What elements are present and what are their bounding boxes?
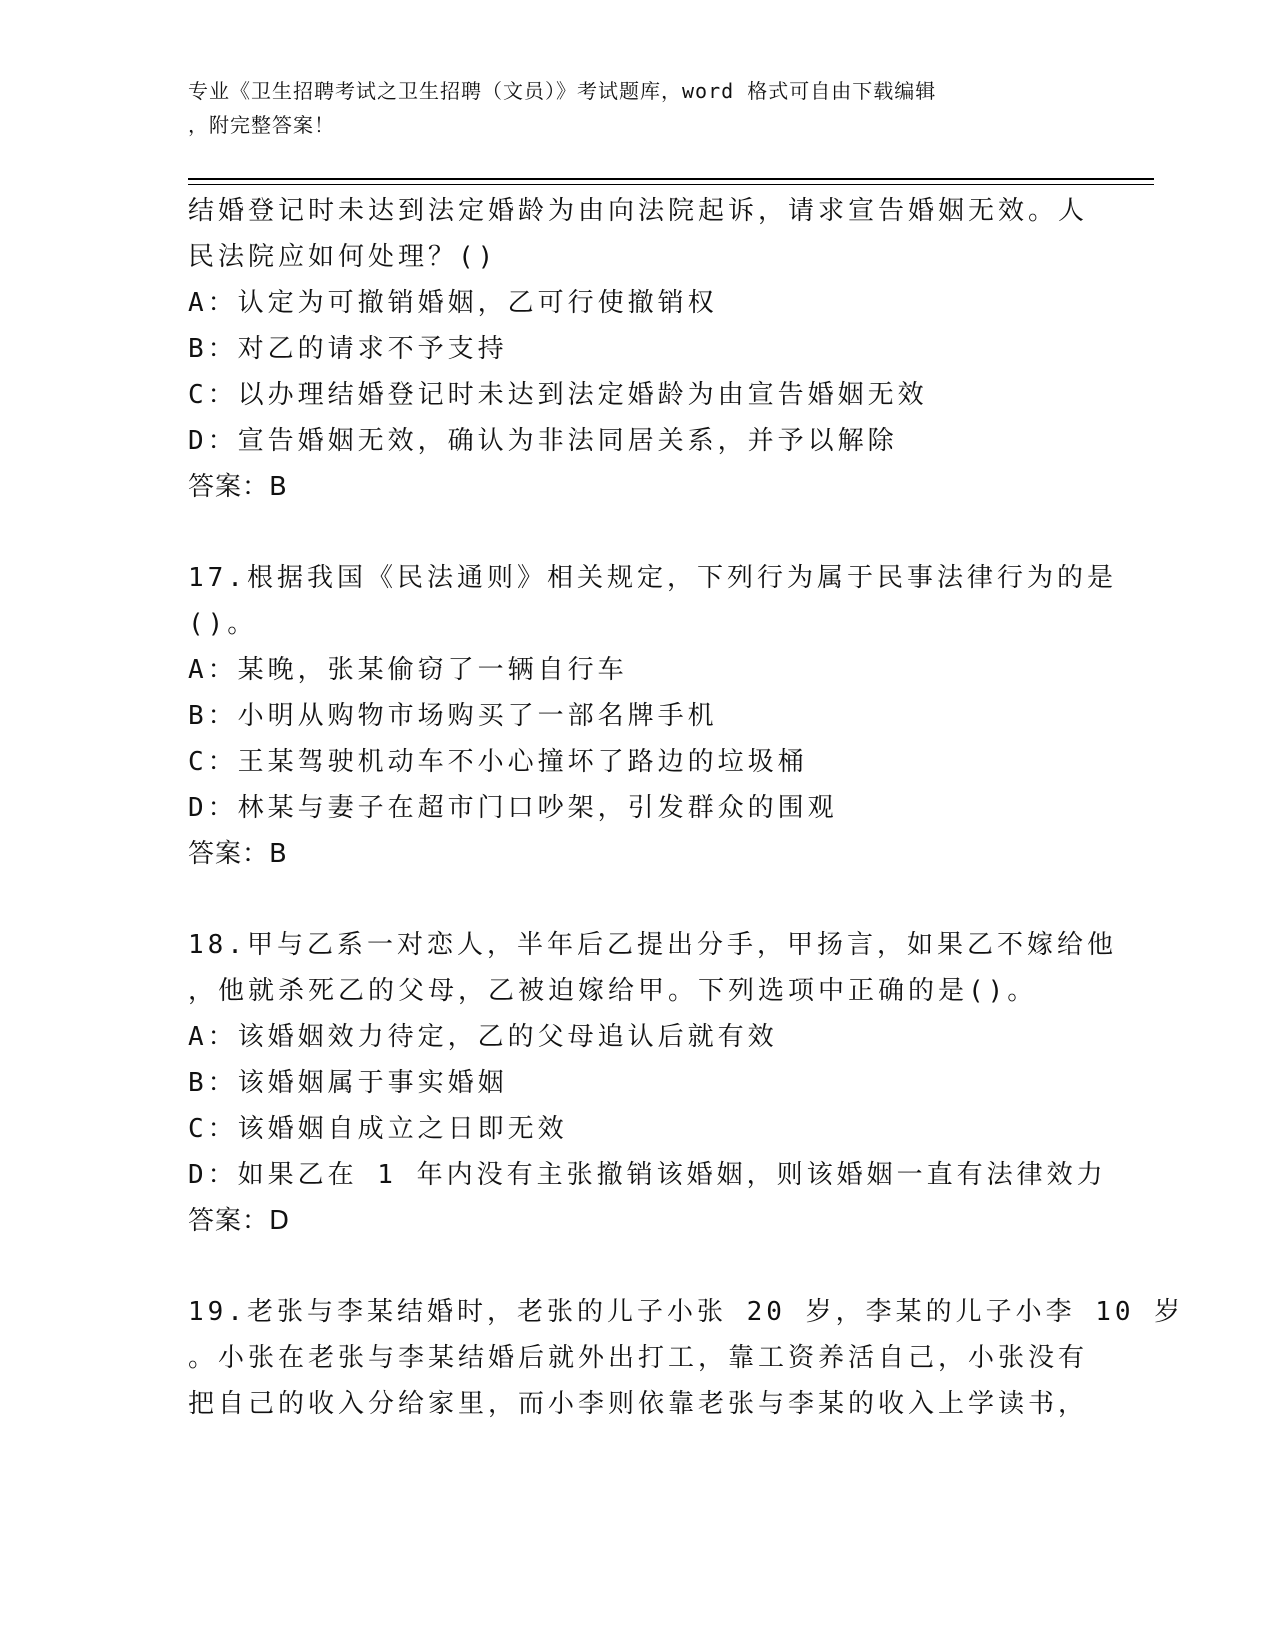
option-c: C：王某驾驶机动车不小心撞坏了路边的垃圾桶 bbox=[188, 747, 808, 777]
header-line-1: 专业《卫生招聘考试之卫生招聘（文员）》考试题库，word 格式可自由下载编辑 bbox=[188, 79, 937, 103]
option-d: D：林某与妻子在超市门口吵架，引发群众的围观 bbox=[188, 793, 838, 823]
question-19 bbox=[188, 1289, 1185, 1427]
option-d: D：如果乙在 1 年内没有主张撤销该婚姻，则该婚姻一直有法律效力 bbox=[188, 1160, 1107, 1190]
option-c: C：以办理结婚登记时未达到法定婚龄为由宣告婚姻无效 bbox=[188, 380, 928, 410]
header-line-2: ，附完整答案！ bbox=[188, 113, 335, 137]
option-b: B：对乙的请求不予支持 bbox=[188, 334, 508, 364]
question-spacer bbox=[188, 510, 1088, 555]
question-stem-line: 把自己的收入分给家里，而小李则依靠老张与李某的收入上学读书， bbox=[188, 1389, 1089, 1419]
question-stem-line: 结婚登记时未达到法定婚龄为由向法院起诉，请求宣告婚姻无效。人 bbox=[188, 196, 1089, 226]
question-16 bbox=[188, 188, 1088, 510]
document-header bbox=[188, 74, 1088, 142]
option-c: C：该婚姻自成立之日即无效 bbox=[188, 1114, 568, 1144]
option-b: B：小明从购物市场购买了一部名牌手机 bbox=[188, 701, 718, 731]
option-a: A：某晚，张某偷窃了一辆自行车 bbox=[188, 655, 628, 685]
question-stem-line: 19.老张与李某结婚时，老张的儿子小张 20 岁，李某的儿子小李 10 岁 bbox=[188, 1297, 1185, 1327]
question-stem-line: 。小张在老张与李某结婚后就外出打工，靠工资养活自己，小张没有 bbox=[188, 1343, 1089, 1373]
question-18 bbox=[188, 922, 1117, 1244]
answer-line: 答案：B bbox=[188, 472, 288, 502]
question-stem-line: ，他就杀死乙的父母，乙被迫嫁给甲。下列选项中正确的是()。 bbox=[188, 976, 1038, 1006]
question-17 bbox=[188, 555, 1117, 877]
question-stem-line: 民法院应如何处理？() bbox=[188, 242, 498, 272]
answer-line: 答案：D bbox=[188, 1206, 291, 1236]
question-list bbox=[188, 188, 1185, 1427]
question-spacer bbox=[188, 877, 1088, 922]
question-stem-line: 18.甲与乙系一对恋人，半年后乙提出分手，甲扬言，如果乙不嫁给他 bbox=[188, 930, 1117, 960]
option-b: B：该婚姻属于事实婚姻 bbox=[188, 1068, 508, 1098]
question-stem-line: 17.根据我国《民法通则》相关规定，下列行为属于民事法律行为的是 bbox=[188, 563, 1117, 593]
option-a: A：该婚姻效力待定，乙的父母追认后就有效 bbox=[188, 1022, 778, 1052]
question-spacer bbox=[188, 1244, 1088, 1289]
option-a: A：认定为可撤销婚姻，乙可行使撤销权 bbox=[188, 288, 718, 318]
answer-line: 答案：B bbox=[188, 839, 288, 869]
question-stem-line: ()。 bbox=[188, 609, 258, 639]
header-divider-thick bbox=[188, 178, 1154, 180]
header-divider-thin bbox=[188, 184, 1154, 185]
option-d: D：宣告婚姻无效，确认为非法同居关系，并予以解除 bbox=[188, 426, 898, 456]
